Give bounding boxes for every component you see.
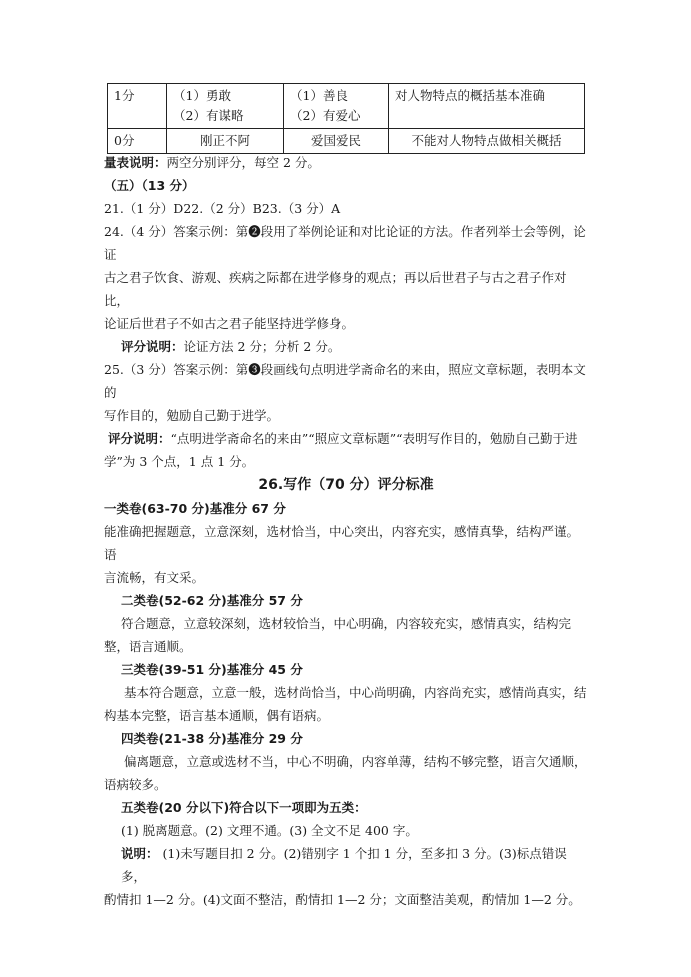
final-note-label: 说明： bbox=[121, 846, 159, 861]
grade-line: 构基本完整，语言基本通顺，偶有语病。 bbox=[104, 708, 330, 723]
grade-line: 基本符合题意，立意一般，选材尚恰当，中心尚明确，内容尚充实，感情尚真实，结 bbox=[124, 685, 587, 700]
grade-line: 偏离题意，立意或选材不当，中心不明确，内容单薄，结构不够完整，语言欠通顺， bbox=[124, 754, 587, 769]
q24-line: 古之君子饮食、游观、疾病之际都在进学修身的观点；再以后世君子与古之君子作对比， bbox=[104, 270, 567, 308]
final-note bbox=[104, 842, 588, 888]
grade-title: 三类卷(39-51 分)基准分 45 分 bbox=[121, 662, 303, 677]
trait-cell bbox=[167, 84, 284, 129]
grade-title: 一类卷(63-70 分)基准分 67 分 bbox=[104, 501, 286, 516]
trait-cell bbox=[284, 84, 389, 129]
table-row bbox=[108, 84, 585, 129]
trait-line: （2）有爱心 bbox=[290, 108, 361, 123]
final-note-line: 酌情扣 1—2 分。(4)文面不整洁，酌情扣 1—2 分；文面整洁美观，酌情加 1—2 分。 bbox=[104, 892, 581, 907]
q24-line: 论证后世君子不如古之君子能坚持进学修身。 bbox=[104, 316, 355, 331]
q25-line: 25.（3 分）答案示例：第❸段画线句点明进学斋命名的来由，照应文章标题，表明本文的 bbox=[104, 362, 586, 400]
grade-line: 语病较多。 bbox=[104, 777, 167, 792]
grade-title: 四类卷(21-38 分)基准分 29 分 bbox=[121, 731, 303, 746]
q25-eval-label: 评分说明： bbox=[108, 431, 171, 446]
q24-eval-label: 评分说明： bbox=[121, 339, 184, 354]
criteria-cell: 不能对人物特点做相关概括 bbox=[389, 129, 585, 154]
short-answers: 21.（1 分）D22.（2 分）B23.（3 分）A bbox=[104, 201, 341, 216]
q25-eval-line: 学”为 3 个点，1 点 1 分。 bbox=[104, 454, 255, 469]
q24-eval bbox=[104, 335, 588, 358]
writing-heading: 26.写作（70 分）评分标准 bbox=[258, 477, 434, 493]
grade-line: 整，语言通顺。 bbox=[104, 639, 192, 654]
q24-eval-text: 论证方法 2 分；分析 2 分。 bbox=[183, 339, 341, 354]
table-row bbox=[108, 129, 585, 154]
scale-note-text: 两空分别评分，每空 2 分。 bbox=[166, 155, 320, 170]
grade-line: 符合题意，立意较深刻，选材较恰当，中心明确，内容较充实，感情真实，结构完 bbox=[121, 616, 572, 631]
criteria-cell: 对人物特点的概括基本准确 bbox=[389, 84, 585, 129]
trait-line: （1）善良 bbox=[290, 88, 348, 103]
q25-eval bbox=[104, 427, 588, 450]
trait-line: （1）勇敢 bbox=[173, 88, 231, 103]
score-cell: 0分 bbox=[108, 129, 167, 154]
trait-line: （2）有谋略 bbox=[173, 108, 244, 123]
trait-cell: 爱国爱民 bbox=[284, 129, 389, 154]
answer-key-body bbox=[104, 151, 588, 911]
grade-line: (1) 脱离题意。(2) 文理不通。(3) 全文不足 400 字。 bbox=[121, 823, 418, 838]
scoring-table bbox=[107, 83, 585, 154]
trait-cell: 刚正不阿 bbox=[167, 129, 284, 154]
grade-line: 言流畅，有文采。 bbox=[104, 570, 205, 585]
grade-title: 二类卷(52-62 分)基准分 57 分 bbox=[121, 593, 303, 608]
q24-line: 24.（4 分）答案示例：第❷段用了举例论证和对比论证的方法。作者列举士会等例，论证 bbox=[104, 224, 586, 262]
score-cell: 1分 bbox=[108, 84, 167, 129]
scale-note-label: 量表说明： bbox=[104, 155, 167, 170]
q25-eval-text: “点明进学斋命名的来由”“照应文章标题”“表明写作目的，勉励自己勤于进 bbox=[170, 431, 578, 446]
final-note-text: (1)未写题目扣 2 分。(2)错别字 1 个扣 1 分，至多扣 3 分。(3)标点错误多， bbox=[121, 846, 567, 884]
q25-line: 写作目的，勉励自己勤于进学。 bbox=[104, 408, 280, 423]
scale-note bbox=[104, 151, 588, 174]
section-five-title: （五）（13 分） bbox=[104, 178, 195, 193]
grade-line: 能准确把握题意，立意深刻，选材恰当，中心突出，内容充实，感情真挚，结构严谨。语 bbox=[104, 524, 580, 562]
grade-title: 五类卷(20 分以下)符合以下一项即为五类： bbox=[121, 800, 367, 815]
